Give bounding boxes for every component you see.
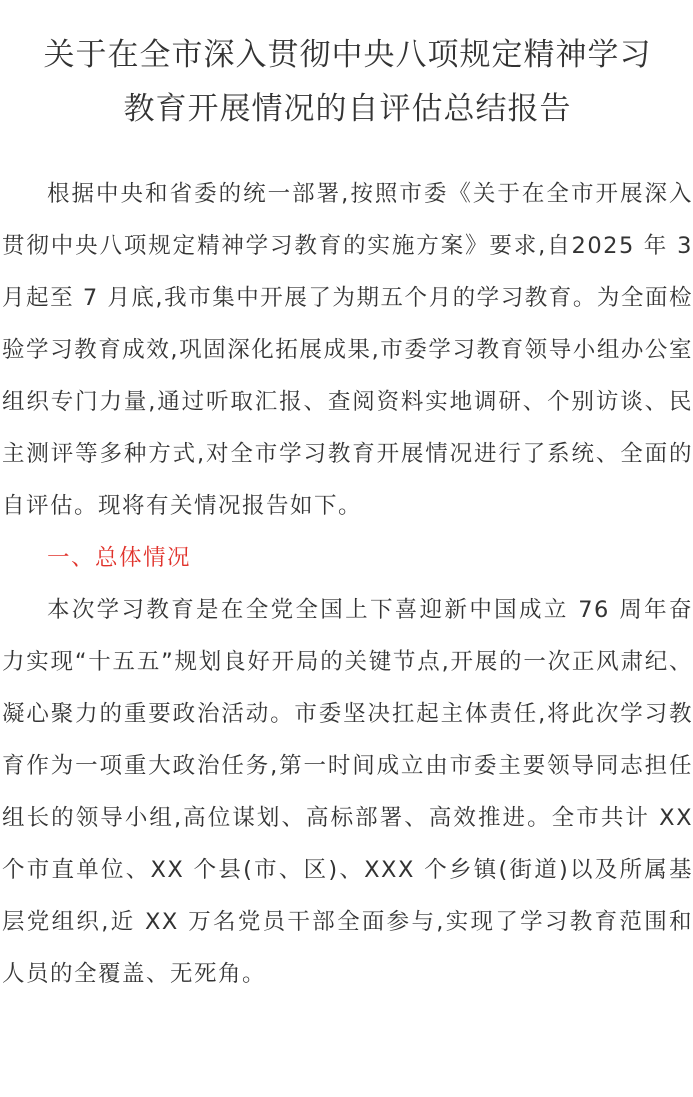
document-title [2,0,693,136]
section-heading-overall: 一、总体情况 [47,545,192,571]
intro-paragraph: 根据中央和省委的统一部署,按照市委《关于在全市开展深入贯彻中央八项规定精神学习教育的实施方案》要求,自2025 年 3 月起至 7 月底,我市集中开展了为期五个月的学习教育。为全面检验学习教育成效,巩固深化拓展成果,市委学习教育领导小组办公室组织专门力量,通过听取汇报、查阅资料实地调研、个别访谈、民主测评等多种方式,对全市学习教育开展情况进行了系统、全面的自评估。现将有关情况报告如下。 [2,181,693,519]
title-line-1: 关于在全市深入贯彻中央八项规定精神学习 [43,37,652,73]
section-paragraph-overall: 本次学习教育是在全党全国上下喜迎新中国成立 76 周年奋力实现“十五五”规划良好开局的关键节点,开展的一次正风肃纪、凝心聚力的重要政治活动。市委坚决扛起主体责任,将此次学习教育作为一项重大政治任务,第一时间成立由市委主要领导同志担任组长的领导小组,高位谋划、高标部署、高效推进。全市共计 XX 个市直单位、XX 个县(市、区)、XXX 个乡镇(街道)以及所属基层党组织,近 XX 万名党员干部全面参与,实现了学习教育范围和人员的全覆盖、无死角。 [2,597,693,987]
title-line-2: 教育开展情况的自评估总结报告 [123,91,572,127]
document-body [2,168,693,1000]
